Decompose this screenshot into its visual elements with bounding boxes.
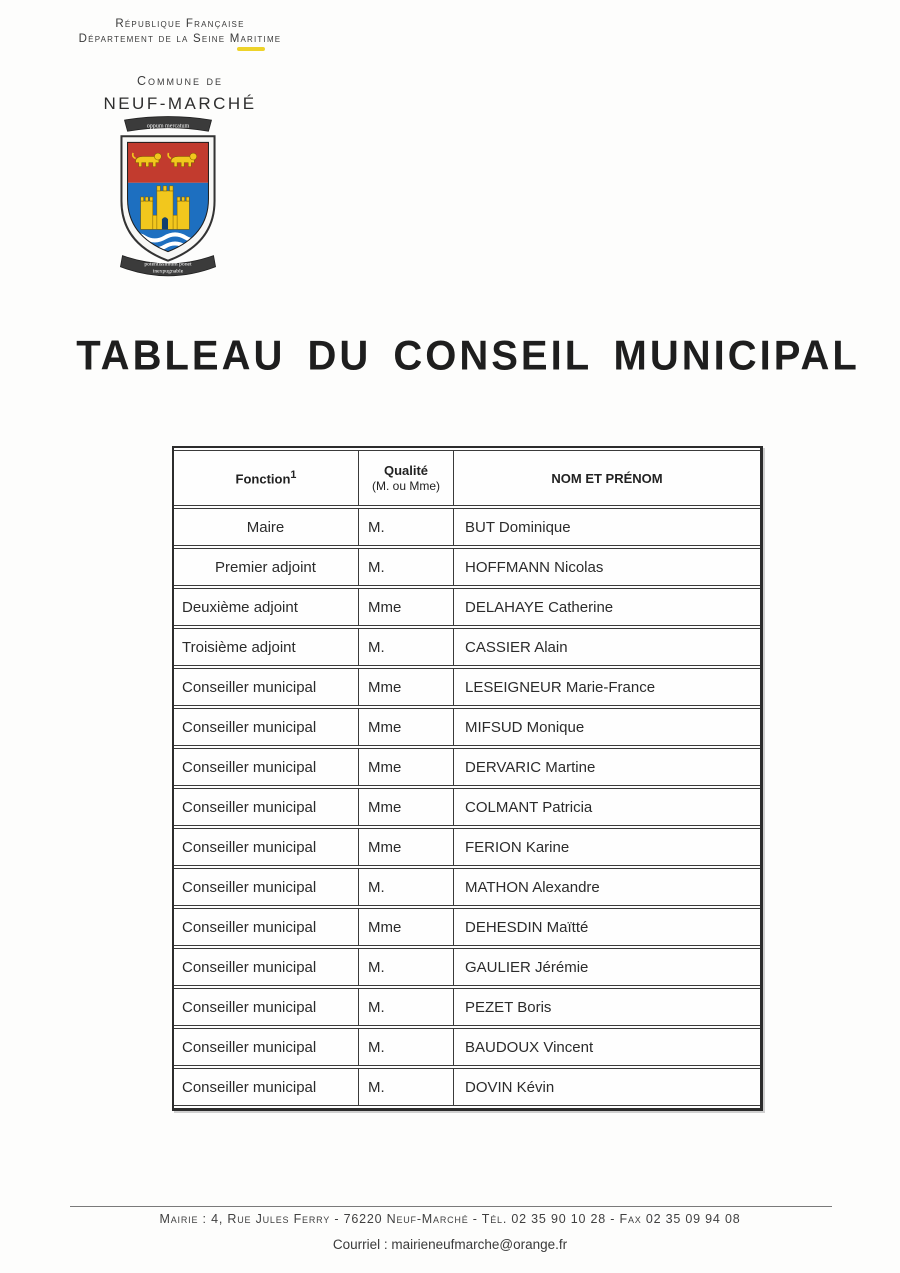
column-header-qualite: Qualité (M. ou Mme) xyxy=(359,450,454,506)
footer-address: Mairie : 4, Rue Jules Ferry - 76220 Neuf-Marché - Tél. 02 35 90 10 28 - Fax 02 35 09 94 08 xyxy=(159,1212,741,1226)
table-row xyxy=(174,1028,760,1066)
cell-nom: HOFFMANN Nicolas xyxy=(454,548,760,586)
table-row xyxy=(174,948,760,986)
cell-qualite: M. xyxy=(359,988,454,1026)
cell-qualite: M. xyxy=(359,1068,454,1106)
cell-fonction: Conseiller municipal xyxy=(174,908,359,946)
cell-qualite: M. xyxy=(359,628,454,666)
council-table xyxy=(172,446,763,1111)
table-row xyxy=(174,908,760,946)
cell-nom: PEZET Boris xyxy=(454,988,760,1026)
cell-qualite: Mme xyxy=(359,588,454,626)
cell-fonction: Conseiller municipal xyxy=(174,1068,359,1106)
table-row xyxy=(174,548,760,586)
cell-nom: FERION Karine xyxy=(454,828,760,866)
column-header-nom: NOM ET PRÉNOM xyxy=(454,450,760,506)
cell-fonction: Conseiller municipal xyxy=(174,668,359,706)
cell-nom: DEHESDIN Maïtté xyxy=(454,908,760,946)
table-header-row xyxy=(174,450,760,506)
cell-nom: BUT Dominique xyxy=(454,508,760,546)
cell-qualite: Mme xyxy=(359,748,454,786)
footer-divider xyxy=(70,1206,832,1207)
cell-fonction: Deuxième adjoint xyxy=(174,588,359,626)
department-line: Département de la Seine Maritime xyxy=(78,33,282,45)
cell-qualite: Mme xyxy=(359,908,454,946)
footer-email: Courriel : mairieneufmarche@orange.fr xyxy=(332,1237,568,1252)
cell-nom: GAULIER Jérémie xyxy=(454,948,760,986)
cell-nom: MIFSUD Monique xyxy=(454,708,760,746)
cell-fonction: Premier adjoint xyxy=(174,548,359,586)
cell-nom: LESEIGNEUR Marie-France xyxy=(454,668,760,706)
cell-nom: DELAHAYE Catherine xyxy=(454,588,760,626)
table-row xyxy=(174,988,760,1026)
motto-bottom-line2: inexpugnable xyxy=(152,268,184,275)
cell-fonction: Conseiller municipal xyxy=(174,708,359,746)
table-row xyxy=(174,628,760,666)
cell-nom: COLMANT Patricia xyxy=(454,788,760,826)
table-row xyxy=(174,1068,760,1106)
table-row xyxy=(174,708,760,746)
table-row xyxy=(174,588,760,626)
motto-top-text: oppum mercatum xyxy=(146,123,190,130)
column-header-fonction: Fonction$^1$ xyxy=(174,450,359,506)
footnote-marker: 1 xyxy=(290,469,297,482)
cell-fonction: Conseiller municipal xyxy=(174,988,359,1026)
cell-fonction: Conseiller municipal xyxy=(174,788,359,826)
letterhead xyxy=(56,18,304,45)
table-row xyxy=(174,508,760,546)
table-row xyxy=(174,868,760,906)
cell-fonction: Conseiller municipal xyxy=(174,868,359,906)
cell-nom: CASSIER Alain xyxy=(454,628,760,666)
commune-label: Commune de xyxy=(137,74,223,88)
cell-qualite: M. xyxy=(359,948,454,986)
cell-qualite: Mme xyxy=(359,828,454,866)
commune-block xyxy=(86,74,274,114)
cell-fonction: Troisième adjoint xyxy=(174,628,359,666)
table-row xyxy=(174,748,760,786)
cell-qualite: M. xyxy=(359,1028,454,1066)
cell-qualite: M. xyxy=(359,508,454,546)
table-row xyxy=(174,668,760,706)
coat-of-arms xyxy=(102,112,234,291)
coat-of-arms-icon xyxy=(102,112,234,286)
table-row xyxy=(174,788,760,826)
page-title: TABLEAU DU CONSEIL MUNICIPAL xyxy=(76,333,860,379)
cell-fonction: Conseiller municipal xyxy=(174,1028,359,1066)
motto-bottom-line1: potentissimum ponet xyxy=(144,261,192,268)
yellow-highlight-mark xyxy=(237,47,265,51)
cell-fonction: Conseiller municipal xyxy=(174,948,359,986)
cell-nom: BAUDOUX Vincent xyxy=(454,1028,760,1066)
cell-qualite: M. xyxy=(359,868,454,906)
cell-nom: MATHON Alexandre xyxy=(454,868,760,906)
cell-nom: DOVIN Kévin xyxy=(454,1068,760,1106)
cell-fonction: Conseiller municipal xyxy=(174,748,359,786)
cell-qualite: Mme xyxy=(359,668,454,706)
table-body xyxy=(174,508,760,1106)
table-row xyxy=(174,828,760,866)
cell-fonction: Maire xyxy=(174,508,359,546)
commune-name: NEUF-MARCHÉ xyxy=(103,94,257,113)
cell-qualite: Mme xyxy=(359,788,454,826)
cell-qualite: Mme xyxy=(359,708,454,746)
cell-nom: DERVARIC Martine xyxy=(454,748,760,786)
cell-fonction: Conseiller municipal xyxy=(174,828,359,866)
cell-qualite: M. xyxy=(359,548,454,586)
republic-line: République Française xyxy=(115,18,245,30)
